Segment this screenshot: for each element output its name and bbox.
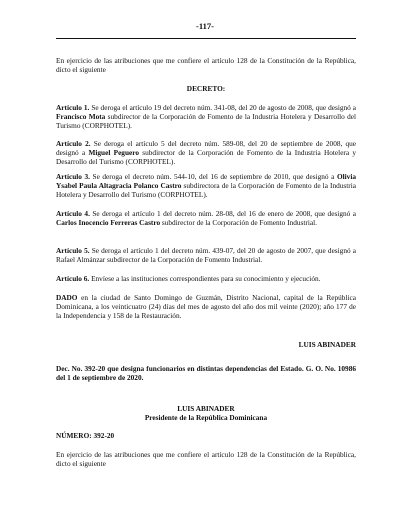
article-1-label: Artículo 1. bbox=[56, 103, 90, 112]
president-name: LUIS ABINADER bbox=[177, 404, 235, 413]
article-1-text-b: subdirector de la Corporación de Fomento de la Industria Hotelera y Desarrollo del Turismo (CORPHOTEL). bbox=[56, 112, 356, 131]
article-3-label: Artículo 3. bbox=[56, 172, 90, 181]
article-4-name: Carlos Inocencio Ferreras Castro bbox=[56, 218, 161, 228]
article-6-text: Envíese a las instituciones correspondientes para su conocimiento y ejecución. bbox=[91, 274, 321, 283]
article-2-label: Artículo 2. bbox=[56, 139, 91, 148]
header-rule bbox=[56, 38, 356, 39]
president-title: Presidente de la República Dominicana bbox=[144, 413, 268, 422]
article-1 bbox=[56, 103, 356, 131]
dado-text: en la ciudad de Santo Domingo de Guzmán, Distrito Nacional, capital de la República Dominicana, a los veinticuatro (24) días del mes de agosto del año dos mil veinte (2020); año 177 de la Independencia y 158 de la Restauración. bbox=[56, 293, 356, 321]
article-6 bbox=[56, 274, 356, 283]
decreto-heading: DECRETO: bbox=[186, 84, 226, 93]
article-5-text: Se deroga el artículo 1 del decreto núm. 439-07, del 20 de agosto de 2007, que designó a Rafael Almánzar subdirector de la Corporación de Fomento Industrial. bbox=[56, 246, 356, 265]
decree-title: Dec. No. 392-20 que designa funcionarios en distintas dependencias del Estado. G. O. No. 10986 del 1 de septiembre de 2020. bbox=[56, 364, 356, 383]
article-6-label: Artículo 6. bbox=[56, 274, 90, 283]
article-5 bbox=[56, 246, 356, 264]
article-3-text-b: subdirectora de la Corporación de Fomento de la Industria Hotelera y Desarrollo del Turismo (CORPHOTEL). bbox=[56, 181, 356, 200]
article-3-name: Olivia Ysabel Paula Altagracia Polanco Castro bbox=[56, 172, 356, 191]
signature: LUIS ABINADER bbox=[298, 340, 356, 349]
article-2 bbox=[56, 139, 356, 167]
article-4 bbox=[56, 209, 356, 227]
dado-label: DADO bbox=[56, 293, 78, 302]
article-4-text-b: subdirector de la Corporación de Fomento Industrial. bbox=[161, 218, 317, 228]
intro-paragraph-2: En ejercicio de las atribuciones que me confiere el artículo 128 de la Constitución de la República, dicto el siguiente bbox=[56, 450, 356, 469]
article-1-name: Francisco Mota bbox=[56, 112, 106, 122]
article-5-label: Artículo 5. bbox=[56, 246, 90, 255]
article-2-text-a: Se deroga el artículo 5 del decreto núm. 589-08, del 20 de septiembre de 2008, que designó a bbox=[56, 139, 356, 158]
dado-paragraph bbox=[56, 293, 356, 321]
page-number: -117- bbox=[196, 21, 214, 31]
article-3 bbox=[56, 172, 356, 200]
intro-paragraph: En ejercicio de las atribuciones que me confiere el artículo 128 de la Constitución de la República, dicto el siguiente bbox=[56, 56, 356, 75]
article-3-text-a: Se deroga el decreto núm. 544-10, del 16 de septiembre de 2010, que designó a bbox=[92, 172, 335, 181]
article-2-name: Miguel Peguero bbox=[88, 148, 140, 158]
numero: NÚMERO: 392-20 bbox=[56, 431, 115, 440]
article-1-text-a: Se deroga el artículo 19 del decreto núm. 341-08, del 20 de agosto de 2008, que designó a bbox=[91, 103, 356, 112]
article-4-text-a: Se deroga el artículo 1 del decreto núm. 28-08, del 16 de enero de 2008, que designó a bbox=[92, 209, 356, 218]
article-4-label: Artículo 4. bbox=[56, 209, 90, 218]
article-2-text-b: subdirector de la Corporación de Fomento de la Industria Hotelera y Desarrollo del Turismo (CORPHOTEL). bbox=[56, 148, 357, 167]
